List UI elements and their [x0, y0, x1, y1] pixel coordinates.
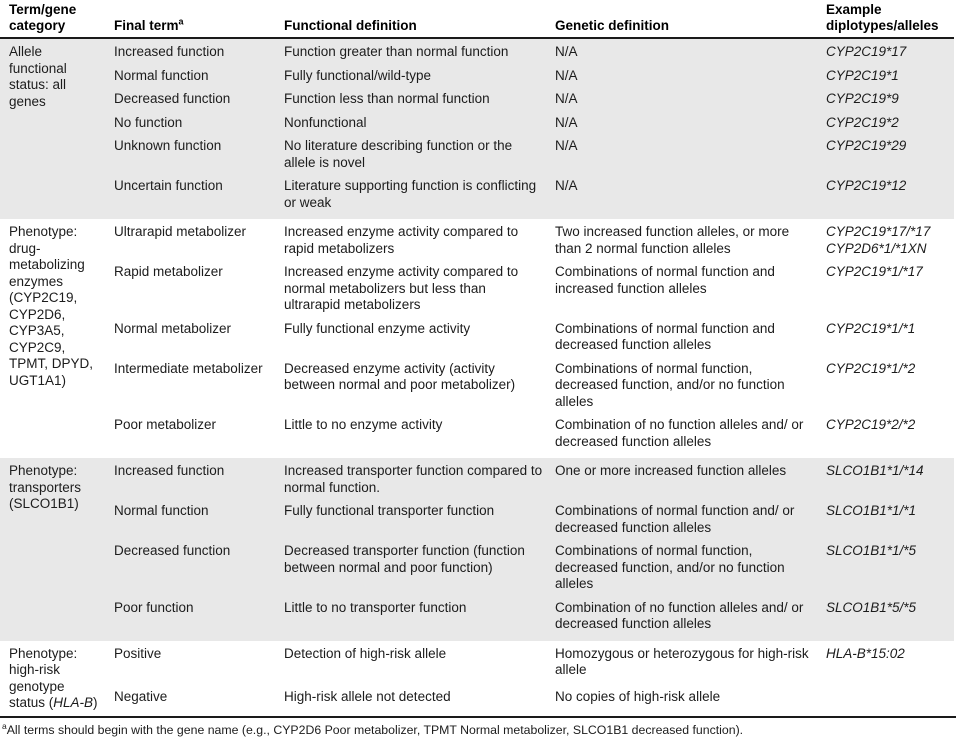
functional-definition-cell: Nonfunctional: [284, 114, 367, 130]
category-cell: Allele functional status: all genes: [9, 44, 67, 109]
header-row: [0, 0, 954, 38]
table-header: [0, 0, 954, 38]
final-term-cell: Positive: [114, 645, 162, 661]
genetic-definition-cell: N/A: [555, 138, 578, 153]
functional-definition-cell: Decreased enzyme activity (activity between normal and poor metabolizer): [284, 360, 516, 392]
final-term-cell: Increased function: [114, 463, 225, 478]
example-cell: CYP2C19*1: [826, 67, 899, 83]
table-row: [0, 112, 954, 136]
footnote-marker: a: [2, 720, 7, 731]
table-row: [0, 318, 954, 358]
table-row: [0, 88, 954, 112]
functional-definition-cell: Detection of high-risk allele: [284, 645, 447, 661]
header-genetic-definition: Genetic definition: [555, 0, 826, 38]
functional-definition-cell: Decreased transporter function (function between normal and poor function): [284, 543, 525, 575]
functional-definition-cell: No literature describing function or the allele is novel: [284, 138, 513, 170]
genetic-definition-cell: Combinations of normal function, decreased function, and/or no function alleles: [555, 543, 785, 591]
table-row: [0, 641, 954, 686]
example-line: CYP2C19*17/*17: [826, 224, 931, 239]
genetic-definition-cell: N/A: [555, 114, 578, 130]
group-high-risk-genotype: [0, 641, 954, 716]
functional-definition-cell: Fully functional/wild-type: [284, 67, 432, 83]
table-row: [0, 414, 954, 458]
functional-definition-cell: Function greater than normal function: [284, 44, 509, 59]
category-cell: Phenotype: drug-metabolizing enzymes (CYP2C19, CYP2D6, CYP3A5, CYP2C9, TPMT, DPYD, UGT1A1): [9, 224, 94, 388]
header-example-diplotypes: Example diplotypes/alleles: [826, 0, 954, 38]
category-cell: [0, 641, 114, 716]
final-term-cell: Increased function: [114, 44, 225, 59]
functional-definition-cell: Increased transporter function compared to normal function.: [284, 463, 543, 495]
footnote-marker: a: [178, 16, 184, 27]
table-footnote: [0, 716, 956, 738]
final-term-cell: No function: [114, 114, 183, 130]
functional-definition-cell: Increased enzyme activity compared to rapid metabolizers: [284, 224, 519, 256]
functional-definition-cell: Increased enzyme activity compared to normal metabolizers but less than ultrarapid metabolizers: [284, 264, 519, 312]
genetic-definition-cell: N/A: [555, 44, 578, 59]
final-term-cell: Poor metabolizer: [114, 417, 217, 432]
example-cell: CYP2C19*2: [826, 114, 899, 130]
table-row: [0, 458, 954, 500]
final-term-cell: Normal function: [114, 67, 209, 83]
table-row: [0, 500, 954, 540]
genetic-definition-cell: Homozygous or heterozygous for high-risk allele: [555, 645, 809, 677]
category-gene-name: HLA-B: [53, 695, 94, 710]
example-cell: [826, 686, 954, 716]
genetic-definition-cell: Combinations of normal function, decreased function, and/or no function alleles: [555, 360, 785, 409]
example-cell: CYP2C19*1/*17: [826, 264, 923, 279]
final-term-cell: Normal function: [114, 503, 209, 518]
functional-definition-cell: Literature supporting function is conflicting or weak: [284, 178, 537, 210]
functional-definition-cell: Little to no transporter function: [284, 599, 467, 615]
genetic-definition-cell: Combinations of normal function and decreased function alleles: [555, 320, 775, 352]
example-cell: SLCO1B1*1/*14: [826, 463, 924, 478]
example-cell: SLCO1B1*1/*1: [826, 503, 917, 518]
functional-definition-cell: Fully functional transporter function: [284, 503, 495, 518]
category-text: ): [93, 695, 98, 710]
category-text: Phenotype: high-risk genotype status (: [9, 645, 78, 710]
final-term-cell: Decreased function: [114, 543, 231, 558]
genetic-definition-cell: N/A: [555, 91, 578, 106]
table-row: [0, 540, 954, 597]
genetic-definition-cell: Two increased function alleles, or more than 2 normal function alleles: [555, 224, 790, 256]
example-cell: CYP2C19*17: [826, 44, 907, 59]
table-row: [0, 219, 954, 261]
example-line: CYP2D6*1/*1XN: [826, 240, 927, 256]
example-cell: CYP2C19*29: [826, 138, 907, 153]
footnote-text: All terms should begin with the gene name (e.g., CYP2D6 Poor metabolizer, TPMT Normal metabolizer, SLCO1B1 decreased function).: [6, 722, 744, 737]
functional-definition-cell: Function less than normal function: [284, 91, 490, 106]
final-term-cell: Intermediate metabolizer: [114, 360, 263, 376]
genetic-definition-cell: Combinations of normal function and increased function alleles: [555, 264, 775, 296]
group-allele-functional-status: [0, 38, 954, 219]
final-term-cell: Poor function: [114, 599, 194, 615]
group-transporters: [0, 458, 954, 641]
table-row: [0, 686, 954, 716]
table-row: [0, 175, 954, 219]
genetic-definition-cell: Combination of no function alleles and/ or decreased function alleles: [555, 599, 804, 631]
header-final-term-label: Final term: [114, 18, 179, 33]
final-term-cell: Negative: [114, 688, 168, 704]
final-term-cell: Normal metabolizer: [114, 320, 232, 336]
example-cell: CYP2C19*1/*2: [826, 360, 916, 376]
final-term-cell: Uncertain function: [114, 178, 223, 193]
table-row: [0, 261, 954, 318]
genetic-definition-cell: No copies of high-risk allele: [555, 688, 721, 704]
final-term-cell: Ultrarapid metabolizer: [114, 224, 247, 239]
functional-definition-cell: Little to no enzyme activity: [284, 417, 443, 432]
header-term-gene-category: Term/gene category: [0, 0, 114, 38]
functional-definition-cell: Fully functional enzyme activity: [284, 320, 471, 336]
table-row: [0, 597, 954, 641]
final-term-cell: Unknown function: [114, 138, 222, 153]
header-functional-definition: Functional definition: [284, 0, 555, 38]
example-cell: CYP2C19*1/*1: [826, 320, 916, 336]
example-cell: CYP2C19*9: [826, 91, 899, 106]
example-cell: SLCO1B1*5/*5: [826, 599, 917, 615]
group-drug-metabolizing-enzymes: [0, 219, 954, 458]
header-final-term: [114, 0, 284, 38]
example-cell: SLCO1B1*1/*5: [826, 543, 917, 558]
genetic-definition-cell: Combinations of normal function and/ or decreased function alleles: [555, 503, 795, 535]
example-cell: HLA-B*15:02: [826, 645, 905, 661]
functional-definition-cell: High-risk allele not detected: [284, 688, 451, 704]
example-cell: [826, 219, 954, 261]
table-row: [0, 38, 954, 65]
table-row: [0, 358, 954, 415]
final-term-cell: Rapid metabolizer: [114, 264, 223, 279]
example-cell: CYP2C19*2/*2: [826, 417, 916, 432]
example-cell: CYP2C19*12: [826, 178, 907, 193]
category-cell: Phenotype: transporters (SLCO1B1): [9, 463, 82, 511]
final-term-cell: Decreased function: [114, 91, 231, 106]
genetic-definition-cell: Combination of no function alleles and/ or decreased function alleles: [555, 417, 804, 449]
genetic-definition-cell: One or more increased function alleles: [555, 463, 787, 478]
genetic-definition-cell: N/A: [555, 178, 578, 193]
table-row: [0, 135, 954, 175]
table-row: [0, 65, 954, 89]
genetic-definition-cell: N/A: [555, 67, 578, 83]
